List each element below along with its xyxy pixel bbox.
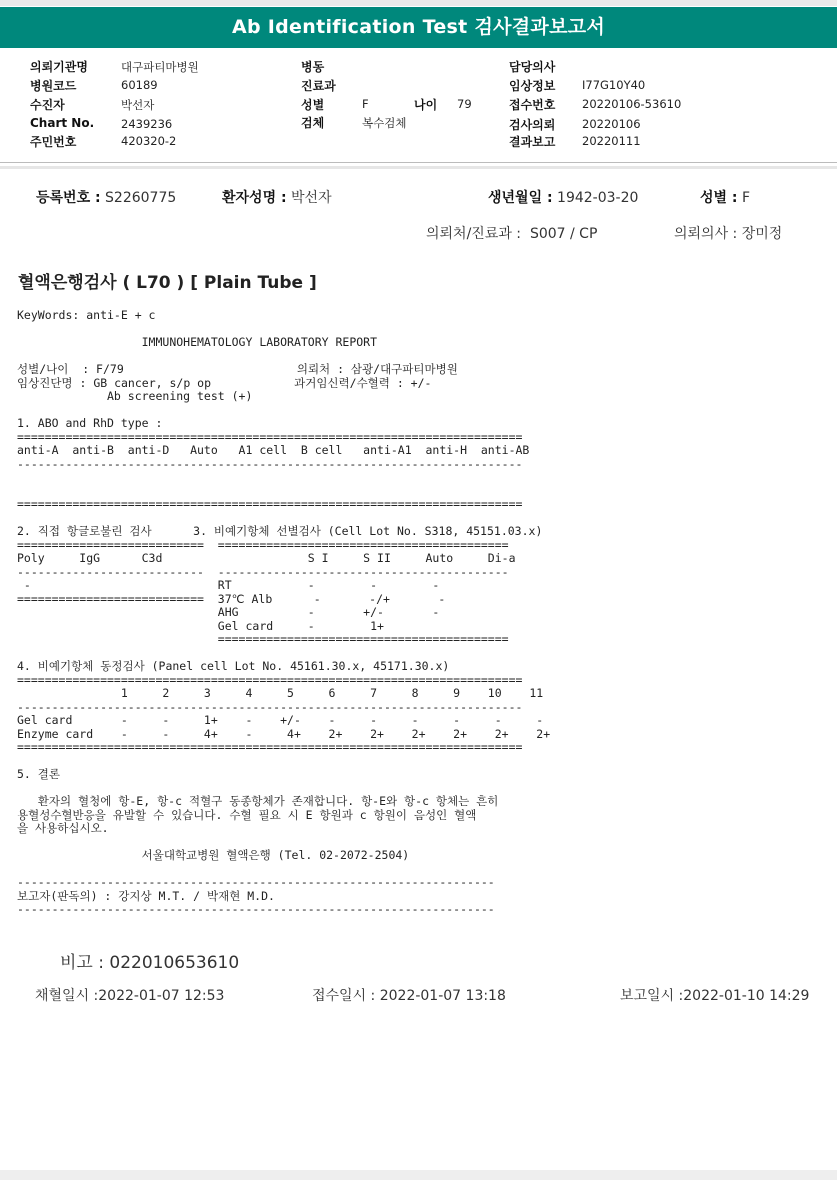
bottom-rule bbox=[0, 1170, 837, 1180]
patient-sex-value: F bbox=[741, 190, 751, 206]
receipt-time bbox=[312, 985, 506, 1005]
specimen-value: 복수검체 bbox=[362, 116, 407, 130]
report-line: --------------------------- ------------------------------------------ bbox=[17, 564, 509, 579]
req-doctor-label: 의뢰의사 : bbox=[674, 226, 738, 242]
report-line: 성별/나이 : F/79 의뢰처 : 삼광/대구파티마병원 bbox=[17, 362, 458, 376]
reg-value: S2260775 bbox=[105, 190, 177, 206]
report-line: - RT - - - bbox=[17, 578, 440, 592]
report-line: 1. ABO and RhD type : bbox=[17, 416, 163, 430]
report-line: 을 사용하십시오. bbox=[17, 821, 109, 835]
age-label: 나이 bbox=[414, 98, 438, 112]
report-line bbox=[17, 782, 550, 796]
report-line: Enzyme card - - 4+ - 4+ 2+ 2+ 2+ 2+ 2+ 2+ bbox=[17, 726, 551, 741]
report-line: 환자의 혈청에 항-E, 항-c 적혈구 동종항체가 존재합니다. 항-E와 항-c 항체는 흔히 bbox=[17, 794, 499, 808]
top-rule bbox=[0, 0, 837, 6]
name-label: 환자성명 : bbox=[222, 190, 287, 206]
report-line: --------------------------------------------------------------------- bbox=[17, 875, 495, 889]
sex-value: F bbox=[362, 97, 369, 111]
report-line: ------------------------------------------------------------------------- bbox=[17, 456, 523, 471]
report-line bbox=[17, 404, 550, 418]
dob-label: 생년월일 : bbox=[488, 190, 553, 206]
report-line: 서울대학교병원 혈액은행 (Tel. 02-2072-2504) bbox=[17, 848, 410, 862]
collect-label: 채혈일시 : bbox=[35, 988, 99, 1004]
report-line bbox=[17, 512, 550, 526]
note bbox=[60, 948, 239, 973]
dob-value: 1942-03-20 bbox=[557, 190, 639, 206]
report-line bbox=[17, 350, 550, 364]
clinical-value: I77G10Y40 bbox=[582, 78, 646, 92]
report-line bbox=[17, 471, 550, 485]
report-title: Ab Identification Test 검사결과보고서 bbox=[0, 7, 837, 48]
requesting-dept bbox=[426, 223, 597, 243]
report-time-label: 보고일시 : bbox=[620, 988, 684, 1004]
report-line: ========================================================================= bbox=[17, 429, 523, 444]
receive-value: 2022-01-07 13:18 bbox=[379, 988, 506, 1004]
rrn-label: 주민번호 bbox=[30, 135, 77, 149]
report-line bbox=[17, 836, 550, 850]
report-date-label: 결과보고 bbox=[509, 135, 556, 149]
report-line: Gel card - 1+ bbox=[17, 618, 384, 633]
report-line bbox=[17, 647, 550, 661]
collection-time bbox=[35, 985, 224, 1005]
report-line: 임상진단명 : GB cancer, s/p op 과거임신력/수혈력 : +/- bbox=[17, 375, 432, 390]
report-line: =========================== ========================================== bbox=[17, 537, 509, 552]
note-value: 022010653610 bbox=[109, 953, 240, 973]
report-line: 4. 비예기항체 동정검사 (Panel cell Lot No. 45161.30.x, 45171.30.x) bbox=[17, 659, 450, 673]
reg-label: 등록번호 : bbox=[36, 190, 101, 206]
req-dept-label: 의뢰처/진료과 : bbox=[426, 226, 522, 242]
report-line bbox=[17, 323, 550, 337]
report-line bbox=[17, 863, 550, 877]
report-line: ------------------------------------------------------------------------- bbox=[17, 699, 523, 714]
dept-label: 진료과 bbox=[301, 79, 336, 93]
patient-sex bbox=[700, 187, 750, 207]
section-title: 혈액은행검사 ( L70 ) [ Plain Tube ] bbox=[18, 273, 317, 293]
receipt-label: 접수번호 bbox=[509, 98, 556, 112]
report-line: ========================================================================= bbox=[17, 740, 523, 754]
chart-label: Chart No. bbox=[30, 116, 95, 130]
report-line: 보고자(판독의) : 강지상 M.T. / 박재현 M.D. bbox=[17, 888, 275, 903]
report-line: IMMUNOHEMATOLOGY LABORATORY REPORT bbox=[17, 335, 378, 349]
report-body bbox=[17, 309, 550, 917]
clinical-label: 임상정보 bbox=[509, 79, 556, 93]
reg-number bbox=[36, 187, 176, 207]
req-doctor-value: 장미정 bbox=[741, 226, 783, 242]
header-separator bbox=[0, 166, 837, 169]
recipient-label: 수진자 bbox=[30, 98, 65, 112]
sex-label: 성별 bbox=[301, 98, 325, 112]
report-line: ========================================================================= bbox=[17, 672, 523, 687]
report-line: ========================================== bbox=[17, 632, 509, 646]
report-line: 1 2 3 4 5 6 7 8 9 10 11 bbox=[17, 686, 544, 700]
doctor-label: 담당의사 bbox=[509, 60, 556, 74]
report-line: 5. 결론 bbox=[17, 767, 60, 781]
specimen-label: 검체 bbox=[301, 116, 325, 130]
receive-label: 접수일시 : bbox=[312, 988, 376, 1004]
name-value: 박선자 bbox=[291, 190, 332, 206]
report-time bbox=[620, 985, 809, 1005]
hospital-label: 의뢰기관명 bbox=[30, 60, 88, 74]
request-value: 20220106 bbox=[582, 117, 641, 131]
code-label: 병원코드 bbox=[30, 79, 77, 93]
patient-sex-label: 성별 : bbox=[700, 190, 738, 206]
report-line: --------------------------------------------------------------------- bbox=[17, 902, 495, 916]
report-line: 용혈성수혈반응을 유발할 수 있습니다. 수혈 필요 시 E 항원과 c 항원이 음성인 혈액 bbox=[17, 807, 477, 822]
report-line: 2. 직접 항글로불린 검사 3. 비예기항체 선별검사 (Cell Lot No. S318, 45151.03.x) bbox=[17, 524, 543, 538]
age-value: 79 bbox=[457, 97, 472, 111]
patient-name bbox=[222, 187, 332, 207]
report-date-value: 20220111 bbox=[582, 134, 641, 148]
recipient-value: 박선자 bbox=[121, 98, 155, 112]
report-line: =========================== 37℃ Alb - -/+ - bbox=[17, 591, 446, 606]
report-line: Gel card - - 1+ - +/- - - - - - - bbox=[17, 713, 544, 727]
report-header bbox=[0, 50, 837, 163]
note-label: 비고 : bbox=[60, 953, 104, 973]
report-line: KeyWords: anti-E + c bbox=[17, 308, 156, 322]
chart-value: 2439236 bbox=[121, 117, 173, 131]
birth-date bbox=[488, 187, 638, 207]
ward-label: 병동 bbox=[301, 60, 325, 74]
collect-value: 2022-01-07 12:53 bbox=[98, 988, 225, 1004]
report-time-value: 2022-01-10 14:29 bbox=[683, 988, 810, 1004]
report-line: ========================================================================= bbox=[17, 497, 523, 511]
report-line: AHG - +/- - bbox=[17, 605, 440, 619]
rrn-value: 420320-2 bbox=[121, 134, 177, 148]
report-line bbox=[17, 755, 550, 769]
report-line bbox=[17, 485, 550, 499]
receipt-value: 20220106-53610 bbox=[582, 97, 682, 111]
req-dept-value: S007 / CP bbox=[529, 226, 598, 242]
hospital-value: 대구파티마병원 bbox=[121, 60, 199, 74]
request-label: 검사의뢰 bbox=[509, 118, 556, 132]
code-value: 60189 bbox=[121, 78, 158, 92]
report-line: Ab screening test (+) bbox=[17, 389, 253, 403]
requesting-doctor bbox=[674, 223, 782, 243]
report-line: anti-A anti-B anti-D Auto A1 cell B cell anti-A1 anti-H anti-AB bbox=[17, 443, 530, 457]
report-line: Poly IgG C3d S I S II Auto Di-a bbox=[17, 551, 516, 565]
